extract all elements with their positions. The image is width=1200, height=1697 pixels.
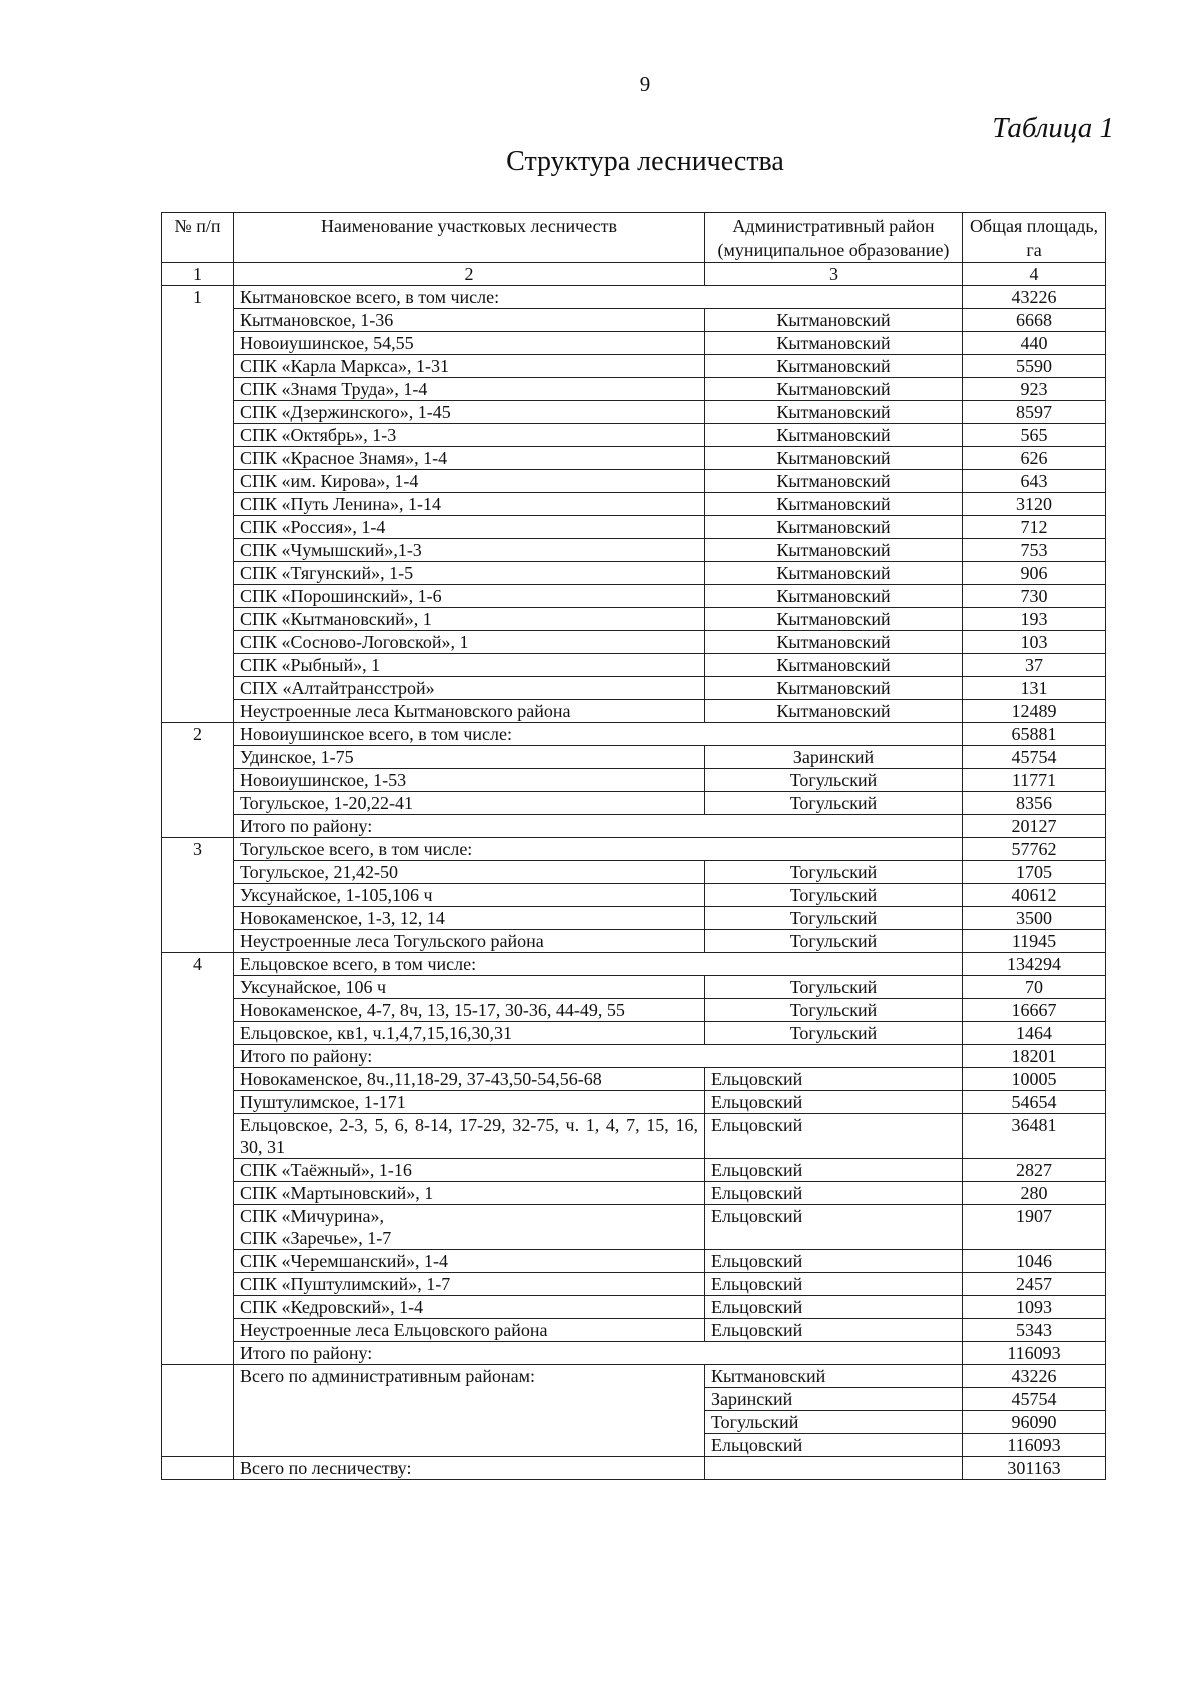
- totals-by-district-row: [162, 1365, 1106, 1388]
- table-row: [162, 516, 1106, 539]
- district-cell: Тогульский: [705, 861, 963, 884]
- forestry-name: СПК «Россия», 1-4: [234, 516, 705, 539]
- district-cell: Кытмановский: [705, 562, 963, 585]
- table-row: [162, 1159, 1106, 1182]
- area-cell: 1907: [963, 1205, 1106, 1250]
- column-numbers-row: [162, 263, 1106, 286]
- table-row: [162, 424, 1106, 447]
- area-cell: 5343: [963, 1319, 1106, 1342]
- area-cell: 10005: [963, 1068, 1106, 1091]
- group-summary-area: 43226: [963, 286, 1106, 309]
- area-cell: 12489: [963, 700, 1106, 723]
- forestry-name: СПК «Порошинский», 1-6: [234, 585, 705, 608]
- row-number: 4: [162, 953, 234, 1365]
- district-cell: Ельцовский: [705, 1434, 963, 1457]
- district-cell: Ельцовский: [705, 1114, 963, 1159]
- area-cell: 70: [963, 976, 1106, 999]
- area-cell: 116093: [963, 1434, 1106, 1457]
- area-cell: 1093: [963, 1296, 1106, 1319]
- area-cell: 730: [963, 585, 1106, 608]
- table-row: [162, 1205, 1106, 1250]
- district-cell: Кытмановский: [705, 401, 963, 424]
- district-cell: Тогульский: [705, 999, 963, 1022]
- forestry-name: Новокаменское, 4-7, 8ч, 13, 15-17, 30-36, 44-49, 55: [234, 999, 705, 1022]
- district-cell: Кытмановский: [705, 424, 963, 447]
- table-row: [162, 470, 1106, 493]
- area-cell: 54654: [963, 1091, 1106, 1114]
- col-number: 1: [162, 263, 234, 286]
- header-row: [162, 213, 1106, 263]
- table-row: [162, 884, 1106, 907]
- area-cell: 753: [963, 539, 1106, 562]
- table-row: [162, 1250, 1106, 1273]
- forestry-name: СПК «Дзержинского», 1-45: [234, 401, 705, 424]
- table-row: [162, 976, 1106, 999]
- area-cell: 45754: [963, 1388, 1106, 1411]
- forestry-name: Кытмановское, 1-36: [234, 309, 705, 332]
- table-row: [162, 585, 1106, 608]
- forestry-structure-table: [161, 212, 1106, 1480]
- district-cell: Кытмановский: [705, 677, 963, 700]
- area-cell: 280: [963, 1182, 1106, 1205]
- area-cell: 923: [963, 378, 1106, 401]
- district-cell: Кытмановский: [705, 631, 963, 654]
- row-number: 2: [162, 723, 234, 838]
- forestry-name: СПК «Кедровский», 1-4: [234, 1296, 705, 1319]
- forestry-name: Тогульское, 21,42-50: [234, 861, 705, 884]
- district-cell: Ельцовский: [705, 1273, 963, 1296]
- table-row: [162, 792, 1106, 815]
- area-cell: 3120: [963, 493, 1106, 516]
- table-row: [162, 907, 1106, 930]
- grand-total-label: Всего по лесничеству:: [234, 1457, 705, 1480]
- district-cell: Кытмановский: [705, 1365, 963, 1388]
- forestry-name: СПК «Путь Ленина», 1-14: [234, 493, 705, 516]
- table-row: [162, 999, 1106, 1022]
- district-cell: Тогульский: [705, 1022, 963, 1045]
- table-row: [162, 493, 1106, 516]
- district-subtotal-row: [162, 1342, 1106, 1365]
- table-row: [162, 539, 1106, 562]
- col-number: 3: [705, 263, 963, 286]
- district-cell: Ельцовский: [705, 1319, 963, 1342]
- forestry-name: Новоиушинское, 1-53: [234, 769, 705, 792]
- table-row: [162, 1091, 1106, 1114]
- header-num: № п/п: [162, 213, 234, 263]
- area-cell: 565: [963, 424, 1106, 447]
- totals-label: Всего по административным районам:: [234, 1365, 705, 1457]
- district-cell: Заринский: [705, 746, 963, 769]
- forestry-name: СПК «Рыбный», 1: [234, 654, 705, 677]
- group-summary-name: Тогульское всего, в том числе:: [234, 838, 963, 861]
- district-cell: Кытмановский: [705, 585, 963, 608]
- area-cell: 906: [963, 562, 1106, 585]
- table-row: [162, 930, 1106, 953]
- area-cell: 45754: [963, 746, 1106, 769]
- group-summary-row: [162, 953, 1106, 976]
- forestry-name: Уксунайское, 106 ч: [234, 976, 705, 999]
- area-cell: 20127: [963, 815, 1106, 838]
- group-summary-name: Ельцовское всего, в том числе:: [234, 953, 963, 976]
- district-cell: Ельцовский: [705, 1159, 963, 1182]
- district-cell: Кытмановский: [705, 539, 963, 562]
- group-summary-row: [162, 286, 1106, 309]
- row-number: [162, 1457, 234, 1480]
- header-name: Наименование участковых лесничеств: [234, 213, 705, 263]
- forestry-name: СПК «Пуштулимский», 1-7: [234, 1273, 705, 1296]
- table-row: [162, 332, 1106, 355]
- group-summary-row: [162, 838, 1106, 861]
- table-label: Таблица 1: [992, 112, 1114, 144]
- table-row: [162, 309, 1106, 332]
- area-cell: 18201: [963, 1045, 1106, 1068]
- col-number: 4: [963, 263, 1106, 286]
- area-cell: 131: [963, 677, 1106, 700]
- table-row: [162, 1022, 1106, 1045]
- forestry-name: СПК «Красное Знамя», 1-4: [234, 447, 705, 470]
- table-row: [162, 401, 1106, 424]
- forestry-name: СПК «Знамя Труда», 1-4: [234, 378, 705, 401]
- area-cell: 36481: [963, 1114, 1106, 1159]
- area-cell: 16667: [963, 999, 1106, 1022]
- page-number: 9: [639, 72, 651, 96]
- forestry-name: [234, 1205, 705, 1250]
- district-cell: Тогульский: [705, 1411, 963, 1434]
- area-cell: 116093: [963, 1342, 1106, 1365]
- area-cell: 11945: [963, 930, 1106, 953]
- grand-total-area: 301163: [963, 1457, 1106, 1480]
- district-cell: Ельцовский: [705, 1296, 963, 1319]
- forestry-name: Новоиушинское, 54,55: [234, 332, 705, 355]
- district-cell: Кытмановский: [705, 355, 963, 378]
- subtotal-label: Итого по району:: [234, 1045, 963, 1068]
- table-row: [162, 355, 1106, 378]
- forestry-name: Ельцовское, кв1, ч.1,4,7,15,16,30,31: [234, 1022, 705, 1045]
- subtotal-label: Итого по району:: [234, 1342, 963, 1365]
- table-row: [162, 1273, 1106, 1296]
- table-row: [162, 378, 1106, 401]
- forestry-name: Неустроенные леса Ельцовского района: [234, 1319, 705, 1342]
- table-row: [162, 654, 1106, 677]
- table-row: [162, 1182, 1106, 1205]
- area-cell: 712: [963, 516, 1106, 539]
- district-subtotal-row: [162, 1045, 1106, 1068]
- table-row: [162, 677, 1106, 700]
- forestry-name: СПК «Сосново-Логовской», 1: [234, 631, 705, 654]
- area-cell: 3500: [963, 907, 1106, 930]
- forestry-name: СПК «Таёжный», 1-16: [234, 1159, 705, 1182]
- area-cell: 193: [963, 608, 1106, 631]
- area-cell: 2827: [963, 1159, 1106, 1182]
- forestry-name: Новокаменское, 8ч.,11,18-29, 37-43,50-54,56-68: [234, 1068, 705, 1091]
- table-row: [162, 447, 1106, 470]
- district-cell: Тогульский: [705, 769, 963, 792]
- district-cell: Кытмановский: [705, 700, 963, 723]
- district-cell: Кытмановский: [705, 608, 963, 631]
- district-cell: Кытмановский: [705, 470, 963, 493]
- row-number: [162, 1365, 234, 1457]
- area-cell: 1705: [963, 861, 1106, 884]
- district-cell: Тогульский: [705, 884, 963, 907]
- forestry-name: СПК «Кытмановский», 1: [234, 608, 705, 631]
- table-row: [162, 631, 1106, 654]
- area-cell: 11771: [963, 769, 1106, 792]
- area-cell: 37: [963, 654, 1106, 677]
- area-cell: 6668: [963, 309, 1106, 332]
- forestry-name: СПК «Мартыновский», 1: [234, 1182, 705, 1205]
- group-summary-area: 134294: [963, 953, 1106, 976]
- district-cell: Ельцовский: [705, 1068, 963, 1091]
- forestry-name: Неустроенные леса Кытмановского района: [234, 700, 705, 723]
- district-cell: Тогульский: [705, 792, 963, 815]
- district-cell: Тогульский: [705, 930, 963, 953]
- forestry-name: Тогульское, 1-20,22-41: [234, 792, 705, 815]
- district-cell: Ельцовский: [705, 1205, 963, 1250]
- table-row: [162, 562, 1106, 585]
- district-subtotal-row: [162, 815, 1106, 838]
- forestry-name: Ельцовское, 2-3, 5, 6, 8-14, 17-29, 32-75, ч. 1, 4, 7, 15, 16, 30, 31: [234, 1114, 705, 1159]
- area-cell: 643: [963, 470, 1106, 493]
- subtotal-label: Итого по району:: [234, 815, 963, 838]
- district-cell: Ельцовский: [705, 1182, 963, 1205]
- table-row: [162, 861, 1106, 884]
- col-number: 2: [234, 263, 705, 286]
- forestry-name: Неустроенные леса Тогульского района: [234, 930, 705, 953]
- header-district: Административный район (муниципальное образование): [705, 213, 963, 263]
- forestry-name: Удинское, 1-75: [234, 746, 705, 769]
- forestry-name: Уксунайское, 1-105,106 ч: [234, 884, 705, 907]
- table-row: [162, 1319, 1106, 1342]
- area-cell: 43226: [963, 1365, 1106, 1388]
- area-cell: 103: [963, 631, 1106, 654]
- page-title: Структура лесничества: [506, 146, 784, 177]
- forestry-name: СПК «Карла Маркса», 1-31: [234, 355, 705, 378]
- area-cell: 96090: [963, 1411, 1106, 1434]
- district-cell: Кытмановский: [705, 654, 963, 677]
- forestry-name-line: СПК «Заречье», 1-7: [240, 1228, 392, 1248]
- area-cell: 1046: [963, 1250, 1106, 1273]
- table-row: [162, 608, 1106, 631]
- district-cell: Кытмановский: [705, 516, 963, 539]
- forestry-name: СПХ «Алтайтрансстрой»: [234, 677, 705, 700]
- area-cell: 8356: [963, 792, 1106, 815]
- area-cell: 440: [963, 332, 1106, 355]
- group-summary-name: Кытмановское всего, в том числе:: [234, 286, 963, 309]
- district-cell: Ельцовский: [705, 1250, 963, 1273]
- district-cell: Кытмановский: [705, 493, 963, 516]
- row-number: 1: [162, 286, 234, 723]
- district-cell: Кытмановский: [705, 309, 963, 332]
- district-cell: Заринский: [705, 1388, 963, 1411]
- table-row: [162, 769, 1106, 792]
- row-number: 3: [162, 838, 234, 953]
- group-summary-area: 65881: [963, 723, 1106, 746]
- district-cell: Кытмановский: [705, 332, 963, 355]
- header-area: Общая площадь, га: [963, 213, 1106, 263]
- district-cell: Ельцовский: [705, 1091, 963, 1114]
- district-cell: Тогульский: [705, 907, 963, 930]
- area-cell: 1464: [963, 1022, 1106, 1045]
- grand-total-row: [162, 1457, 1106, 1480]
- forestry-name: СПК «Черемшанский», 1-4: [234, 1250, 705, 1273]
- group-summary-row: [162, 723, 1106, 746]
- district-cell: [705, 1457, 963, 1480]
- area-cell: 2457: [963, 1273, 1106, 1296]
- district-cell: Кытмановский: [705, 447, 963, 470]
- forestry-name: СПК «им. Кирова», 1-4: [234, 470, 705, 493]
- forestry-name: Новокаменское, 1-3, 12, 14: [234, 907, 705, 930]
- table-row: [162, 700, 1106, 723]
- group-summary-area: 57762: [963, 838, 1106, 861]
- table-row: [162, 1068, 1106, 1091]
- forestry-name-line: СПК «Мичурина»,: [240, 1206, 384, 1226]
- area-cell: 5590: [963, 355, 1106, 378]
- forestry-name: СПК «Тягунский», 1-5: [234, 562, 705, 585]
- district-cell: Кытмановский: [705, 378, 963, 401]
- area-cell: 40612: [963, 884, 1106, 907]
- group-summary-name: Новоиушинское всего, в том числе:: [234, 723, 963, 746]
- table-row: [162, 1296, 1106, 1319]
- area-cell: 8597: [963, 401, 1106, 424]
- table-row: [162, 746, 1106, 769]
- forestry-name: Пуштулимское, 1-171: [234, 1091, 705, 1114]
- table-row: [162, 1114, 1106, 1159]
- area-cell: 626: [963, 447, 1106, 470]
- forestry-name: СПК «Октябрь», 1-3: [234, 424, 705, 447]
- forestry-name: СПК «Чумышский»,1-3: [234, 539, 705, 562]
- district-cell: Тогульский: [705, 976, 963, 999]
